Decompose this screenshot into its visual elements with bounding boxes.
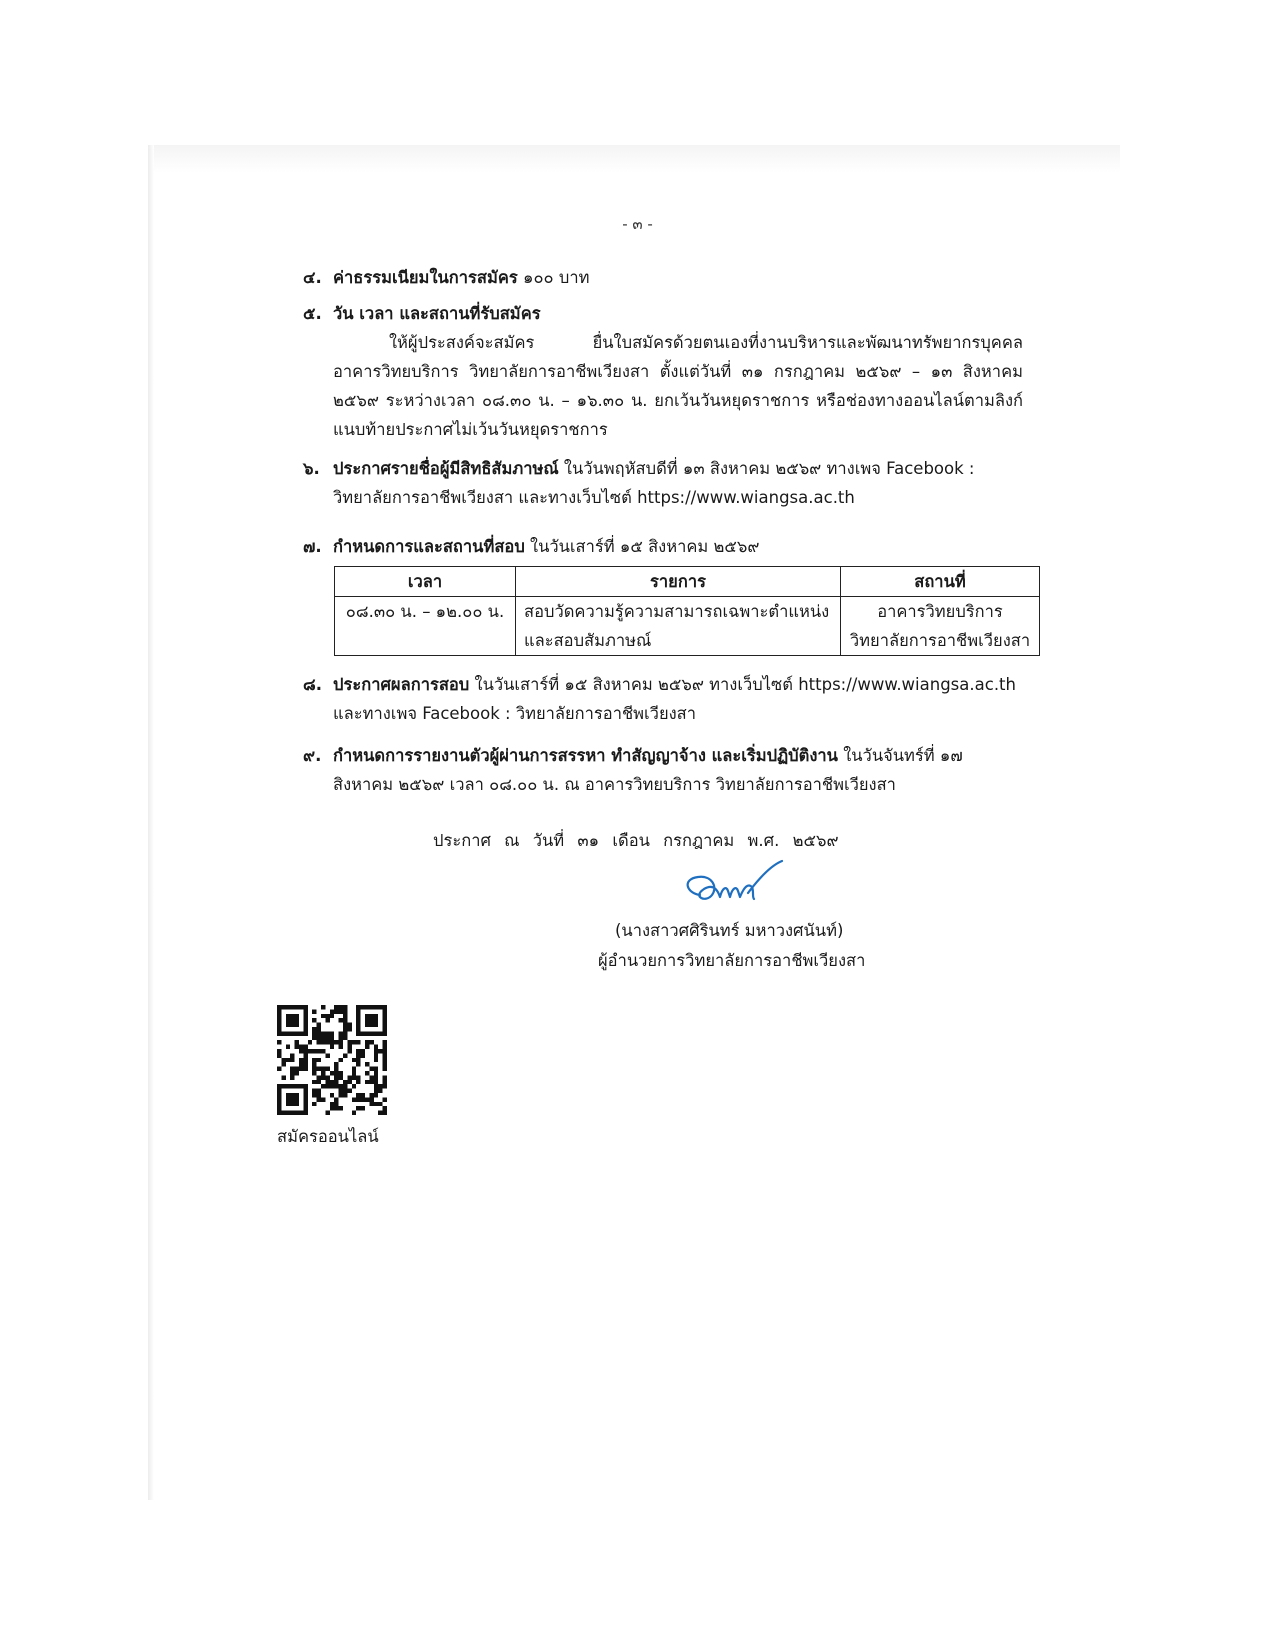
- table-row: [335, 597, 1040, 656]
- section-6: [303, 454, 1023, 512]
- section-text: ในวันเสาร์ที่ ๑๕ สิงหาคม ๒๕๖๙: [524, 537, 760, 556]
- column-header-item: รายการ: [516, 567, 841, 597]
- section-title: ค่าธรรมเนียมในการสมัคร: [333, 268, 518, 287]
- section-title: กำหนดการและสถานที่สอบ: [333, 537, 525, 556]
- section-number: ๕.: [303, 304, 322, 323]
- page-number: - ๓ -: [622, 215, 653, 233]
- section-text: ในวันเสาร์ที่ ๑๕ สิงหาคม ๒๕๖๙ ทางเว็บไซต์ https://www.wiangsa.ac.th และทางเพจ Facebook : วิทยาลัยการอาชีพเวียงสา: [333, 675, 1016, 723]
- section-4: [303, 263, 1023, 292]
- section-text: ให้ผู้ประสงค์จะสมัคร ยื่นใบสมัครด้วยตนเองที่งานบริหารและพัฒนาทรัพยากรบุคคล อาคารวิทยบริการ วิทยาลัยการอาชีพเวียงสา ตั้งแต่วันที่ ๓๑ กรกฎาคม ๒๕๖๙ – ๑๓ สิงหาคม ๒๕๖๙ ระหว่างเวลา ๐๘.๓๐ น. – ๑๖.๓๐ น. ยกเว้นวันหยุดราชการ หรือช่องทางออนไลน์ตามลิงก์แนบท้ายประกาศไม่เว้นวันหยุดราชการ: [333, 333, 1023, 439]
- qr-code-icon[interactable]: [277, 1005, 387, 1115]
- section-text: ในวันพฤหัสบดีที่ ๑๓ สิงหาคม ๒๕๖๙ ทางเพจ Facebook : วิทยาลัยการอาชีพเวียงสา และทางเว็บไซต์ https://www.wiangsa.ac.th: [333, 459, 975, 507]
- cell-item-line: สอบวัดความรู้ความสามารถเฉพาะตำแหน่ง: [524, 602, 830, 621]
- announcement-date: ประกาศ ณ วันที่ ๓๑ เดือน กรกฎาคม พ.ศ. ๒๕๖๙: [433, 831, 839, 850]
- cell-item: [516, 597, 841, 656]
- section-5: [303, 299, 1023, 444]
- section-number: ๙.: [303, 746, 322, 765]
- signature-image: [678, 857, 788, 917]
- cell-time: ๐๘.๓๐ น. – ๑๒.๐๐ น.: [335, 597, 516, 656]
- section-8: [303, 670, 1023, 728]
- column-header-place: สถานที่: [841, 567, 1040, 597]
- section-number: ๗.: [303, 537, 322, 556]
- section-text: ในวันจันทร์ที่ ๑๗ สิงหาคม ๒๕๖๙ เวลา ๐๘.๐๐ น. ณ อาคารวิทยบริการ วิทยาลัยการอาชีพเวียงสา: [333, 746, 963, 794]
- section-title: วัน เวลา และสถานที่รับสมัคร: [333, 304, 541, 323]
- cell-item-line: และสอบสัมภาษณ์: [524, 631, 652, 650]
- section-number: ๔.: [303, 268, 322, 287]
- column-header-time: เวลา: [335, 567, 516, 597]
- section-title: ประกาศรายชื่อผู้มีสิทธิสัมภาษณ์: [333, 459, 559, 478]
- section-title: ประกาศผลการสอบ: [333, 675, 470, 694]
- signer-position: ผู้อำนวยการวิทยาลัยการอาชีพเวียงสา: [598, 951, 866, 970]
- section-title: กำหนดการรายงานตัวผู้ผ่านการสรรหา ทำสัญญาจ้าง และเริ่มปฏิบัติงาน: [333, 746, 838, 765]
- section-9: [303, 741, 1023, 799]
- table-header-row: [335, 567, 1040, 597]
- section-number: ๘.: [303, 675, 322, 694]
- section-7: [303, 532, 1023, 561]
- exam-schedule-table: [334, 566, 1040, 656]
- section-number: ๖.: [303, 459, 320, 478]
- cell-place-line: วิทยาลัยการอาชีพเวียงสา: [849, 631, 1031, 650]
- cell-place: [841, 597, 1040, 656]
- qr-caption: สมัครออนไลน์: [277, 1127, 379, 1146]
- section-text: ๑๐๐ บาท: [517, 268, 590, 287]
- scan-shadow-left: [148, 145, 154, 1500]
- scan-shadow-top: [150, 145, 1120, 173]
- cell-place-line: อาคารวิทยบริการ: [877, 602, 1003, 621]
- signer-name: (นางสาวศศิรินทร์ มหาวงศนันท์): [615, 921, 844, 940]
